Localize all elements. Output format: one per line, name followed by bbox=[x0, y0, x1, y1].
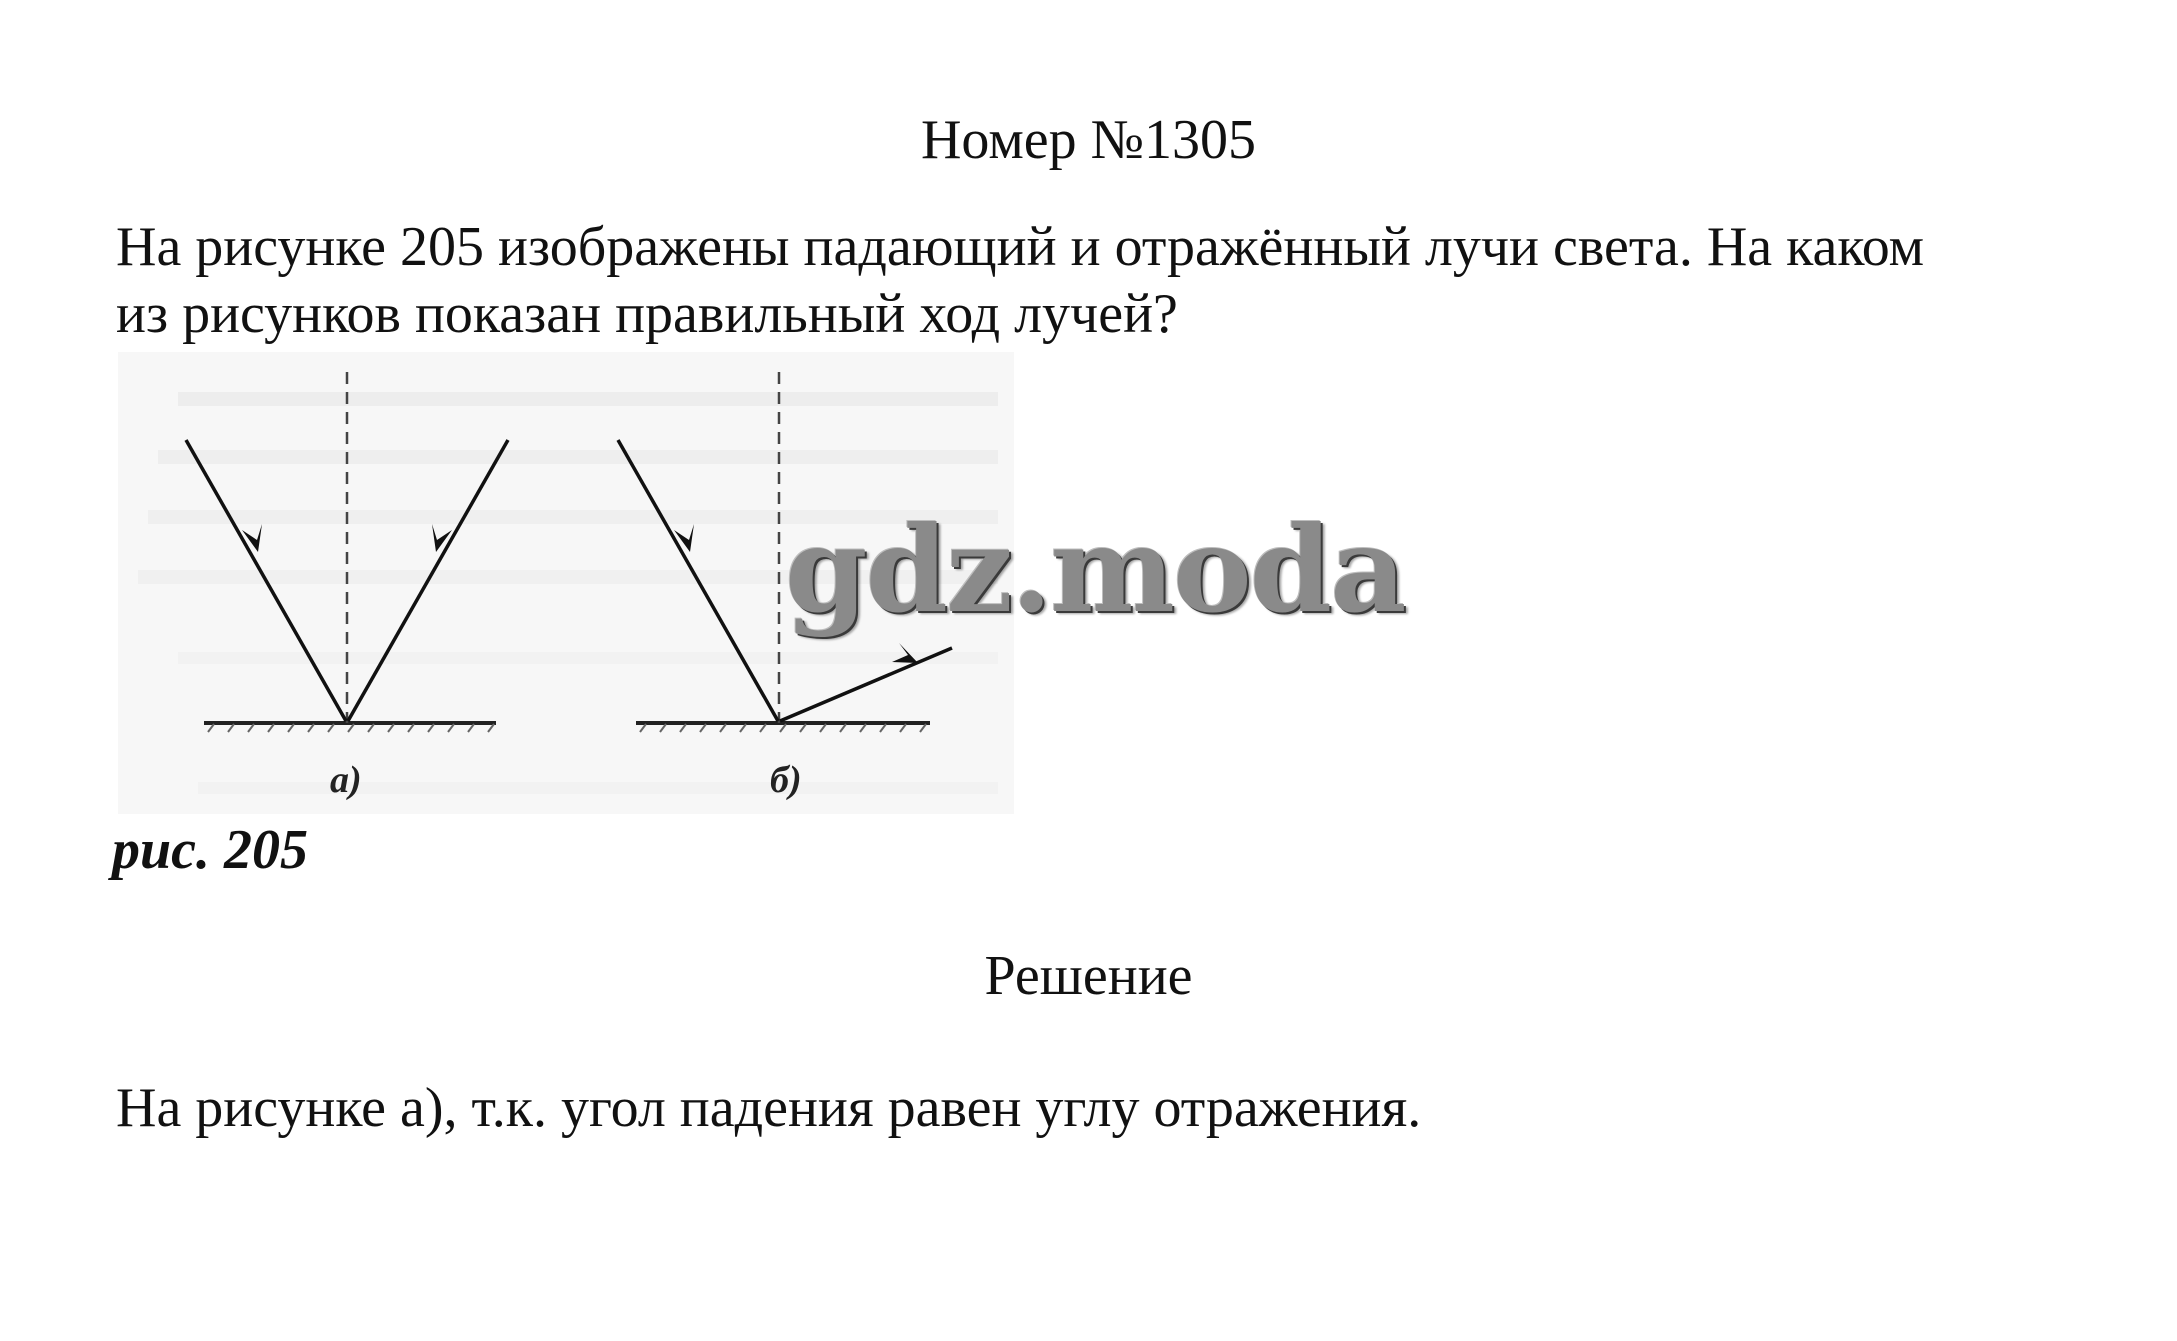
diagram-a bbox=[186, 372, 508, 801]
answer-text: На рисунке а), т.к. угол падения равен углу отражения. bbox=[116, 1077, 1422, 1139]
label-b: б) bbox=[770, 759, 802, 801]
question-line-2: из рисунков показан правильный ход лучей? bbox=[116, 283, 1178, 345]
solution-heading: Решение bbox=[984, 945, 1193, 1007]
incident-arrow-a bbox=[242, 524, 262, 552]
label-a: а) bbox=[330, 759, 362, 801]
incident-arrow-b bbox=[674, 524, 694, 552]
watermark-logo: gdz.moda bbox=[785, 500, 1405, 639]
mirror-hatch-a bbox=[208, 724, 494, 732]
question-text bbox=[116, 214, 2096, 348]
question-line-1: На рисунке 205 изображены падающий и отражённый лучи света. На каком bbox=[116, 216, 1925, 278]
page-title: Номер №1305 bbox=[920, 109, 1257, 171]
mirror-hatch-b bbox=[640, 724, 926, 732]
reflected-arrow-a bbox=[432, 524, 452, 552]
figure-caption: рис. 205 bbox=[112, 819, 308, 881]
